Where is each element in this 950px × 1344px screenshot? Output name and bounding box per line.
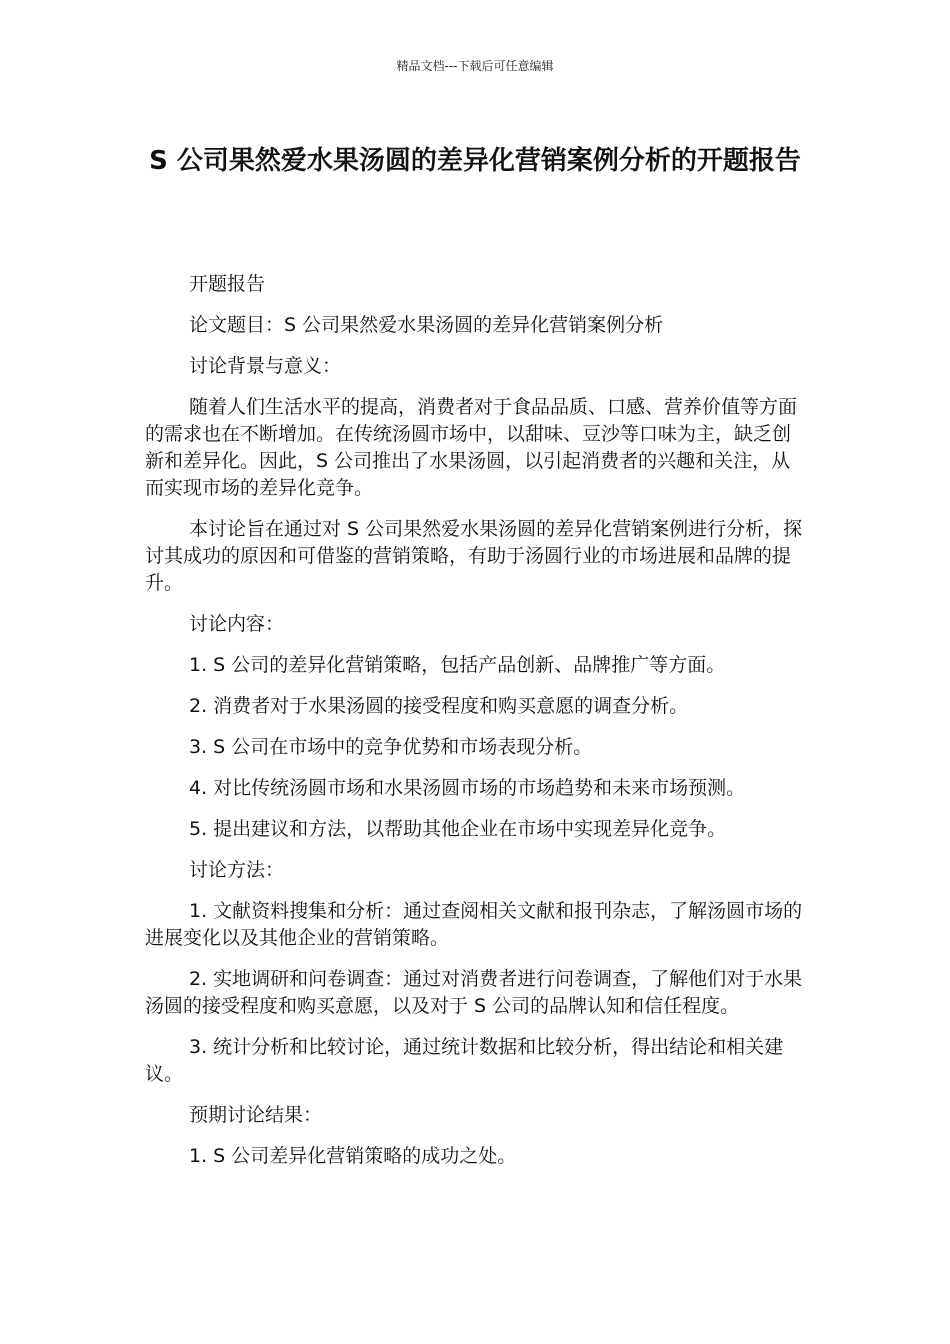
method-item: 2. 实地调研和问卷调查：通过对消费者进行问卷调查，了解他们对于水果汤圆的接受程度和购买意愿，以及对于 S 公司的品牌认知和信任程度。	[145, 968, 803, 1017]
section-heading-expected-results: 预期讨论结果：	[189, 1104, 323, 1126]
thesis-title-line: 论文题目：S 公司果然爱水果汤圆的差异化营销案例分析	[189, 314, 664, 336]
content-item: 3. S 公司在市场中的竞争优势和市场表现分析。	[189, 736, 593, 758]
background-paragraph: 随着人们生活水平的提高，消费者对于食品品质、口感、营养价值等方面的需求也在不断增加。在传统汤圆市场中，以甜味、豆沙等口味为主，缺乏创新和差异化。因此，S 公司推出了水果汤圆，以引起消费者的兴趣和关注，从而实现市场的差异化竞争。	[145, 396, 798, 499]
purpose-paragraph: 本讨论旨在通过对 S 公司果然爱水果汤圆的差异化营销案例进行分析，探讨其成功的原因和可借鉴的营销策略，有助于汤圆行业的市场进展和品牌的提升。	[145, 518, 803, 594]
method-item: 1. 文献资料搜集和分析：通过查阅相关文献和报刊杂志，了解汤圆市场的进展变化以及其他企业的营销策略。	[145, 900, 803, 949]
header-note: 精品文档---下载后可任意编辑	[396, 59, 554, 73]
content-item: 1. S 公司的差异化营销策略，包括产品创新、品牌推广等方面。	[189, 654, 726, 676]
method-item: 3. 统计分析和比较讨论，通过统计数据和比较分析，得出结论和相关建议。	[145, 1036, 784, 1085]
result-item: 1. S 公司差异化营销策略的成功之处。	[189, 1145, 517, 1167]
content-item: 2. 消费者对于水果汤圆的接受程度和购买意愿的调查分析。	[189, 695, 689, 717]
document-body	[145, 271, 807, 1184]
content-item: 5. 提出建议和方法，以帮助其他企业在市场中实现差异化竞争。	[189, 818, 727, 840]
document-title: S 公司果然爱水果汤圆的差异化营销案例分析的开题报告	[149, 146, 801, 176]
section-heading-method: 讨论方法：	[189, 859, 285, 881]
section-heading-report: 开题报告	[189, 273, 266, 295]
section-heading-background: 讨论背景与意义：	[189, 355, 342, 377]
section-heading-content: 讨论内容：	[189, 613, 285, 635]
content-item: 4. 对比传统汤圆市场和水果汤圆市场的市场趋势和未来市场预测。	[189, 777, 746, 799]
